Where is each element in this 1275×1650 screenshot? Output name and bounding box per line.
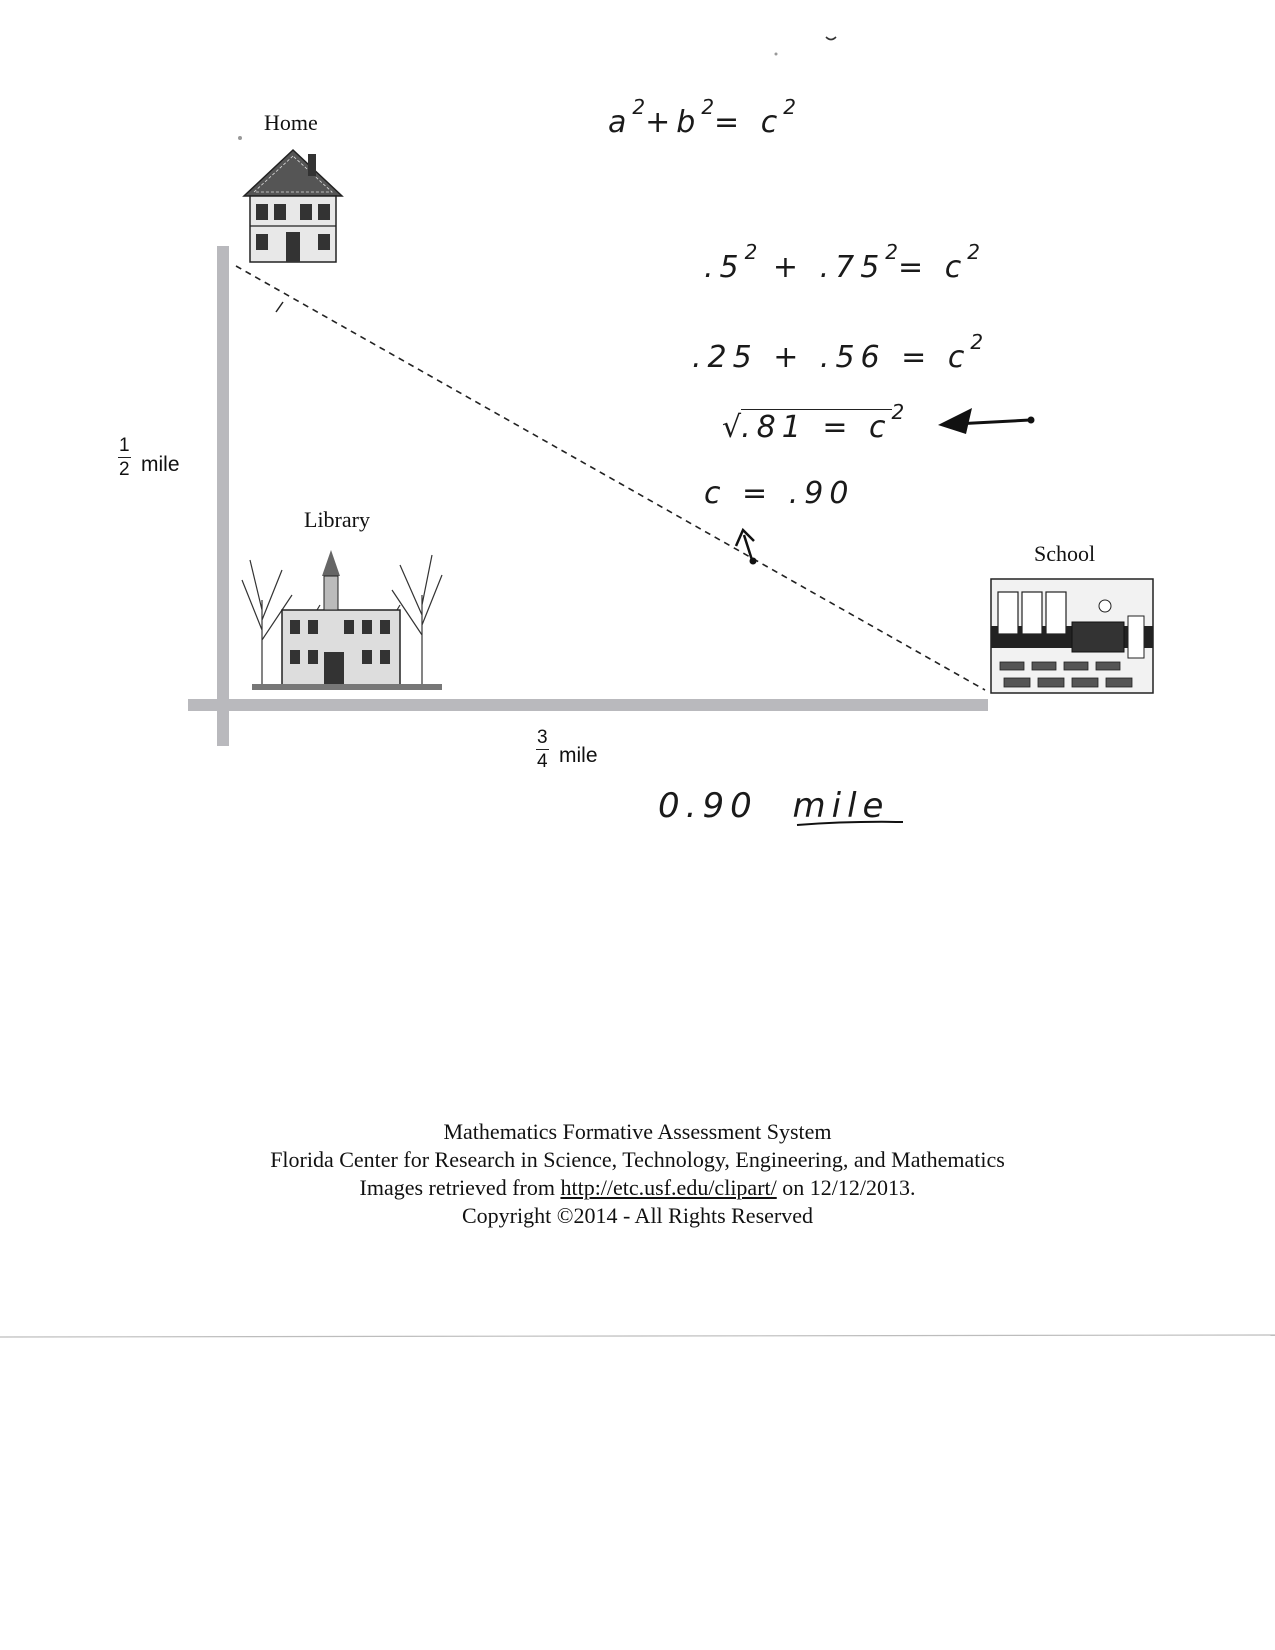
library-building-icon bbox=[232, 540, 450, 692]
sqrt-symbol-icon: √ bbox=[722, 410, 742, 445]
footer bbox=[0, 1118, 1275, 1230]
footer-line1: Mathematics Formative Assessment System bbox=[443, 1119, 832, 1144]
step1-b: + .75 bbox=[772, 250, 886, 285]
handwritten-step1 bbox=[704, 240, 980, 285]
footer-line4: Copyright ©2014 - All Rights Reserved bbox=[462, 1203, 813, 1228]
handwritten-formula bbox=[608, 95, 796, 140]
horizontal-fraction bbox=[536, 728, 549, 771]
formula-c-exponent: 2 bbox=[783, 95, 796, 119]
step3-text: .81 = c bbox=[741, 410, 892, 445]
vertical-unit: mile bbox=[141, 453, 180, 476]
step1-a-exponent: 2 bbox=[744, 240, 758, 264]
footer-line3-suffix: on 12/12/2013. bbox=[776, 1175, 916, 1200]
footer-line3 bbox=[0, 1174, 1275, 1202]
handwritten-step2 bbox=[692, 330, 983, 375]
vertical-denominator: 2 bbox=[119, 459, 130, 480]
step1-c-exponent: 2 bbox=[967, 240, 980, 264]
horizontal-road bbox=[188, 699, 988, 711]
handwritten-step4 bbox=[704, 476, 854, 511]
step1-c: = c bbox=[898, 250, 968, 285]
scan-line bbox=[0, 1335, 1275, 1337]
step4-text: c = .90 bbox=[704, 476, 855, 511]
formula-b-exponent: 2 bbox=[701, 95, 715, 119]
home-house-icon bbox=[240, 148, 346, 266]
formula-b: +b bbox=[645, 105, 702, 140]
school-classroom-icon bbox=[990, 578, 1154, 694]
vertical-numerator: 1 bbox=[119, 435, 130, 456]
horizontal-unit: mile bbox=[559, 744, 598, 767]
home-label: Home bbox=[264, 110, 318, 135]
step3-exponent: 2 bbox=[891, 400, 905, 424]
formula-a-exponent: 2 bbox=[632, 95, 646, 119]
clipart-link[interactable]: http://etc.usf.edu/clipart/ bbox=[560, 1175, 777, 1200]
answer-unit: mile bbox=[792, 786, 890, 826]
school-label: School bbox=[1034, 541, 1096, 566]
step1-a: .5 bbox=[704, 250, 745, 285]
horizontal-denominator: 4 bbox=[537, 751, 548, 772]
handwritten-step3 bbox=[722, 400, 904, 445]
formula-c: = c bbox=[714, 105, 784, 140]
vertical-fraction bbox=[118, 436, 131, 479]
arrow-to-hypotenuse-icon bbox=[736, 530, 757, 565]
step2-exponent: 2 bbox=[970, 330, 984, 354]
formula-a: a bbox=[608, 105, 633, 140]
library-label: Library bbox=[304, 507, 370, 532]
arrow-to-sqrt-icon bbox=[938, 408, 1035, 434]
step1-b-exponent: 2 bbox=[885, 240, 899, 264]
step2-text: .25 + .56 = c bbox=[692, 340, 971, 375]
footer-line2: Florida Center for Research in Science, Technology, Engineering, and Mathematics bbox=[270, 1147, 1005, 1172]
handwritten-answer bbox=[658, 786, 889, 826]
answer-number: 0.90 bbox=[658, 786, 758, 826]
footer-line3-prefix: Images retrieved from bbox=[359, 1175, 561, 1200]
vertical-road bbox=[217, 246, 229, 746]
tick-mark bbox=[276, 302, 283, 312]
horizontal-numerator: 3 bbox=[537, 727, 548, 748]
